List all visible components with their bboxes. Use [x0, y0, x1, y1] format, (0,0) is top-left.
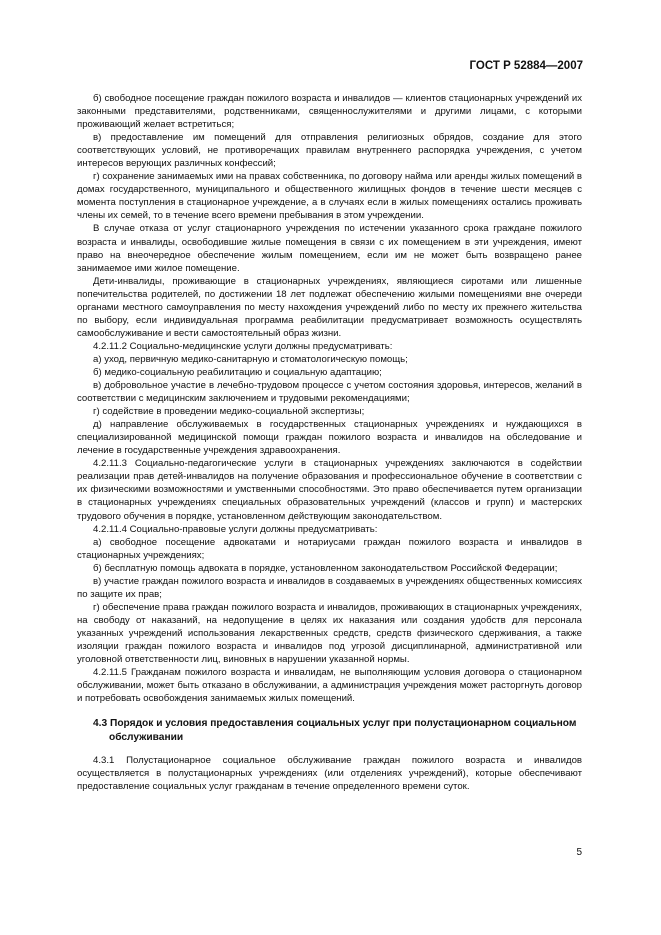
paragraph: а) уход, первичную медико-санитарную и стоматологическую помощь;: [93, 353, 408, 365]
paragraph: в) добровольное участие в лечебно-трудовом процессе с учетом состояния здоровья, интересов, желаний в соответствии с медицинским заключением и трудовыми рекомендациями;: [77, 380, 582, 405]
paragraph: а) свободное посещение адвокатами и нотариусами граждан пожилого возраста и инвалидов в стационарных учреждениях;: [77, 536, 582, 561]
page-number: 5: [576, 847, 582, 858]
paragraph: Дети-инвалиды, проживающие в стационарных учреждениях, являющиеся сиротами или лишенные попечительства родителей, по достижении 18 лет подлежат обеспечению жилыми помещениями вне очереди органами местного самоуправления по месту нахождения учреждений либо по месту их прежнего жительства по выбору, если индивидуальная программа реабилитации предусматривает возможность осуществлять самообслуживание и вести самостоятельный образ жизни.: [77, 275, 582, 339]
body-text: [77, 92, 582, 793]
paragraph: б) свободное посещение граждан пожилого возраста и инвалидов — клиентов стационарных учреждений их законными представителями, родственниками, священнослужителями и другими лицами, с которыми проживающий желает встретиться;: [77, 93, 582, 131]
paragraph: В случае отказа от услуг стационарного учреждения по истечении указанного срока граждане пожилого возраста и инвалиды, освободившие жилые помещения в связи с их помещением в эти учреждения, имеют право на внеочередное обеспечение жилым помещением, если им не может быть возвращено ранее занимаемое ими жилое помещение.: [77, 223, 582, 274]
section-heading: 4.3 Порядок и условия предоставления социальных услуг при полустационарном социальном обслуживании: [93, 718, 577, 743]
paragraph: в) участие граждан пожилого возраста и инвалидов в создаваемых в учреждениях общественных комиссиях по защите их прав;: [77, 575, 582, 600]
standard-code: ГОСТ Р 52884—2007: [469, 60, 583, 72]
paragraph: д) направление обслуживаемых в государственных стационарных учреждениях и нуждающихся в специализированной медицинской помощи граждан пожилого возраста и инвалидов на обследование и лечение в государственные учреждения здравоохранения.: [77, 419, 582, 457]
paragraph: б) бесплатную помощь адвоката в порядке, установленном законодательством Российской Федерации;: [93, 562, 558, 574]
paragraph: 4.2.11.2 Социально-медицинские услуги должны предусматривать:: [93, 340, 393, 352]
paragraph: 4.3.1 Полустационарное социальное обслуживание граждан пожилого возраста и инвалидов осуществляется в полустационарных учреждениях (или отделениях учреждений), которые обеспечивают предоставление социальных услуг гражданам в течение определенного времени суток.: [77, 755, 582, 793]
paragraph: 4.2.11.4 Социально-правовые услуги должны предусматривать:: [93, 523, 378, 535]
paragraph: г) обеспечение права граждан пожилого возраста и инвалидов, проживающих в стационарных учреждениях, на свободу от наказаний, на недопущение в целях их наказания или создания удобств для персонала указанных учреждений использования лекарственных средств, средств физического сдерживания, а также изоляции граждан пожилого возраста и инвалидов под угрозой дисциплинарной, административной или уголовной ответственности лиц, виновных в нарушении указанной нормы.: [77, 601, 582, 666]
paragraph: б) медико-социальную реабилитацию и социальную адаптацию;: [93, 366, 382, 378]
paragraph: г) содействие в проведении медико-социальной экспертизы;: [93, 406, 365, 418]
paragraph: 4.2.11.5 Гражданам пожилого возраста и инвалидам, не выполняющим условия договора о стационарном обслуживании, может быть отказано в обслуживании, а администрация учреждения может расторгнуть договор и потребовать освобождения занимаемых жилых помещений.: [77, 667, 582, 705]
paragraph: г) сохранение занимаемых ими на правах собственника, по договору найма или аренды жилых помещений в домах государственного, муниципального и общественного жилищных фондов в течение шести месяцев с момента поступления в стационарное учреждение, а в случаях если в жилых помещениях остались проживать члены их семей, то в течение всего времени пребывания в этом учреждении.: [77, 171, 582, 222]
paragraph: в) предоставление им помещений для отправления религиозных обрядов, создание для этого соответствующих условий, не противоречащих правилам внутреннего распорядка учреждения, с учетом интересов верующих различных конфессий;: [77, 132, 582, 170]
paragraph: 4.2.11.3 Социально-педагогические услуги в стационарных учреждениях заключаются в содействии реализации прав детей-инвалидов на получение образования и профессиональное обучение в соответствии с их физическими возможностями и умственными способностями. Это право обеспечивается путем организации в стационарных учреждениях специальных образовательных учреждений (классов и групп) и мастерских трудового обучения в порядке, установленном действующим законодательством.: [77, 458, 582, 522]
